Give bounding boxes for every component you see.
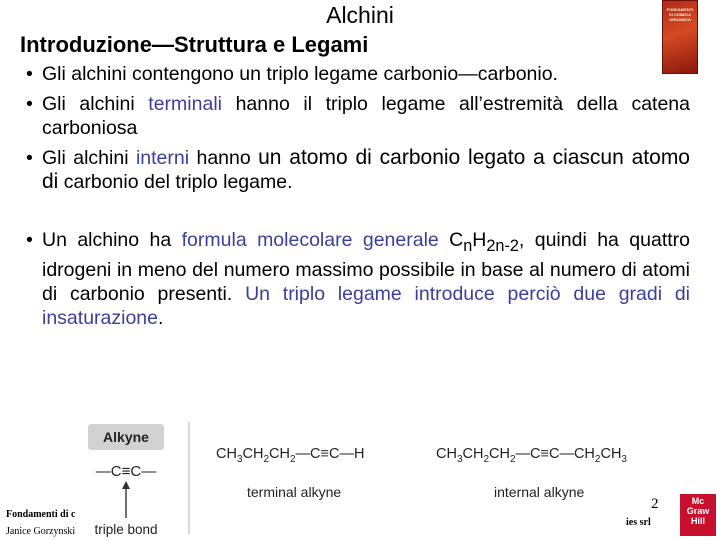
bullet-item	[26, 92, 690, 140]
terminal-alkyne-formula: $CH_3CH_2CH_2—C\equiv C—H$	[216, 446, 365, 465]
highlight-term: formula molecolare generale	[181, 229, 439, 251]
text-run: hanno	[189, 147, 259, 169]
text-run: Gli alchini	[42, 93, 149, 115]
highlight-term: interni	[135, 147, 190, 169]
internal-alkyne-formula: $CH_3CH_2CH_2—C\equiv C—CH_2CH_3$	[436, 446, 627, 465]
highlight-term: Un triplo legame introduce perciò due gradi di insaturazione	[42, 282, 690, 329]
bullet-text	[42, 92, 690, 140]
slide-subtitle: Introduzione—Struttura e Legami	[20, 32, 369, 57]
text-run: Gli alchini contengono un triplo legame carbonio—carbonio.	[42, 63, 558, 85]
bullet-item	[26, 228, 690, 330]
arrow-head	[122, 481, 130, 489]
emphasis-run: un atomo di carbonio legato a ciascun atomo di	[42, 146, 690, 193]
bullet-list	[26, 62, 690, 336]
divider	[188, 422, 190, 534]
highlight-term: terminali	[148, 93, 222, 115]
publisher-logo: Mc Graw Hill	[680, 494, 716, 536]
text-run: carbonio del triplo legame.	[58, 171, 293, 193]
bullet-dot: •	[26, 229, 33, 251]
text-run: H	[472, 229, 487, 251]
footer-publisher-text: ies srl	[626, 517, 651, 528]
bullet-dot: •	[26, 93, 33, 115]
page-number: 2	[651, 496, 659, 512]
bullet-text	[42, 146, 690, 194]
footer-author: Janice Gorzynski	[6, 526, 76, 537]
text-run: hanno il triplo legame all’estremità della catena carboniosa	[42, 93, 690, 139]
text-run: Un alchino ha	[42, 229, 182, 251]
triple-bond-diagram	[86, 462, 170, 538]
bullet-item	[26, 146, 690, 194]
bullet-dot: •	[26, 63, 33, 85]
bond-formula: —C≡C—	[95, 463, 157, 480]
internal-alkyne-caption: internal alkyne	[494, 484, 585, 500]
terminal-alkyne-caption: terminal alkyne	[247, 484, 342, 500]
subscript: n	[463, 236, 473, 255]
book-cover-title: FONDAMENTI DI CHIMICA ORGANICA	[666, 7, 694, 22]
bullet-dot: •	[26, 147, 33, 169]
bullet-text	[42, 228, 690, 330]
text-run: , quindi ha quattro idrogeni in meno del numero massimo possibile in base al numero di atomi di carbonio presenti.	[42, 229, 690, 305]
slide-title: Alchini	[326, 2, 394, 28]
text-run: .	[158, 306, 164, 329]
text-run: C	[438, 229, 464, 251]
alkyne-tag: Alkyne	[88, 424, 164, 450]
bullet-text	[42, 62, 690, 86]
bullet-item	[26, 62, 690, 86]
footer-credit	[6, 506, 75, 540]
bond-caption: triple bond	[94, 522, 158, 537]
alkyne-figure	[84, 418, 694, 540]
footer-book-title: Fondamenti di c	[6, 509, 76, 520]
text-run: Gli alchini	[42, 147, 136, 169]
subscript: 2n-2	[486, 236, 519, 255]
